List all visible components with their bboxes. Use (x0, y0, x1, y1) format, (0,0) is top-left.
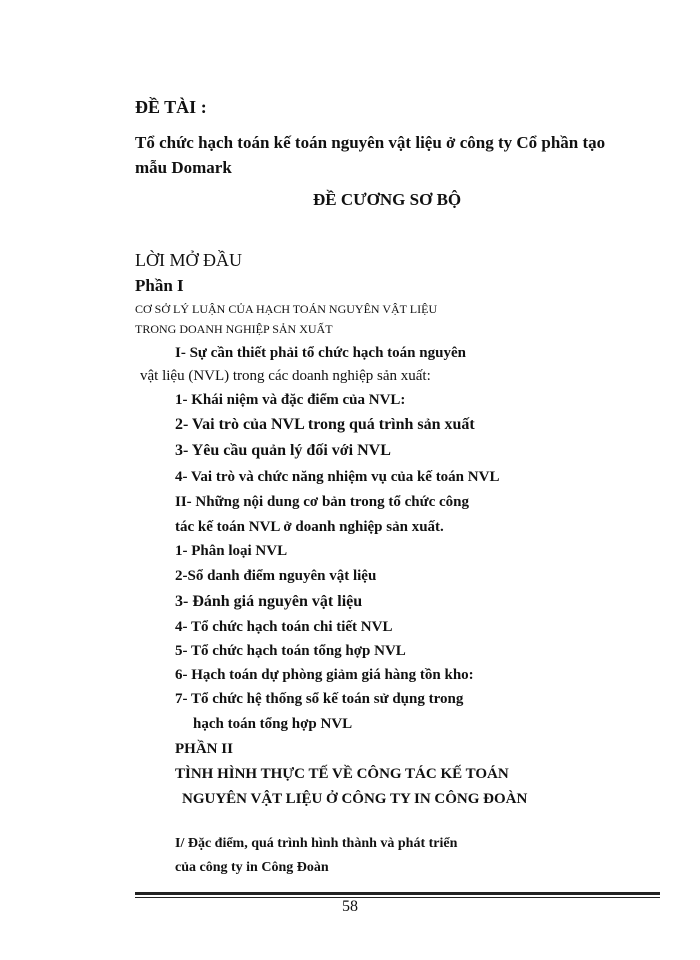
intro-heading: LỜI MỞ ĐẦU (135, 250, 242, 270)
sub-6: 6- Hạch toán dự phòng giảm giá hàng tồn kho: (175, 667, 474, 683)
topic-title-line-1: Tổ chức hạch toán kế toán nguyên vật liệu ở công ty Cổ phần tạo (135, 133, 606, 152)
section1-line-1: I- Sự cần thiết phải tổ chức hạch toán nguyên (175, 345, 466, 361)
footer-rule-thick (135, 892, 660, 895)
item-3: 3- Yêu cầu quản lý đối với NVL (175, 442, 391, 459)
part2-label: PHẦN II (175, 741, 233, 757)
part1-title-line-1: CƠ SỞ LÝ LUẬN CỦA HẠCH TOÁN NGUYÊN VẬT LIỆU (135, 302, 438, 316)
sub-3: 3- Đánh giá nguyên vật liệu (175, 593, 363, 610)
part2-title-line-2: NGUYÊN VẬT LIỆU Ở CÔNG TY IN CÔNG ĐOÀN (182, 791, 528, 807)
item-1: 1- Khái niệm và đặc điểm của NVL: (175, 392, 406, 408)
part1-label: Phần I (135, 276, 184, 295)
sub-7-line-1: 7- Tổ chức hệ thống sổ kế toán sử dụng trong (175, 691, 464, 707)
sub-4: 4- Tổ chức hạch toán chi tiết NVL (175, 619, 393, 635)
topic-title-line-2: mẫu Domark (135, 158, 232, 177)
sub-7-line-2: hạch toán tổng hợp NVL (193, 716, 353, 732)
sub-1: 1- Phân loại NVL (175, 543, 288, 559)
page-number: 58 (342, 898, 358, 915)
item-2: 2- Vai trò của NVL trong quá trình sản xuất (175, 416, 475, 433)
item-4: 4- Vai trò và chức năng nhiệm vụ của kế toán NVL (175, 469, 500, 485)
section2-line-2: tác kế toán NVL ở doanh nghiệp sản xuất. (175, 519, 444, 535)
sub-5: 5- Tổ chức hạch toán tổng hợp NVL (175, 643, 406, 659)
part2-title-line-1: TÌNH HÌNH THỰC TẾ VỀ CÔNG TÁC KẾ TOÁN (175, 766, 509, 782)
section1-line-2: vật liệu (NVL) trong các doanh nghiệp sản xuất: (140, 368, 431, 384)
part2-section-line-2: của công ty in Công Đoàn (175, 860, 329, 875)
topic-label: ĐỀ TÀI : (135, 97, 207, 117)
part1-title-line-2: TRONG DOANH NGHIỆP SẢN XUẤT (135, 322, 333, 336)
part2-section-line-1: I/ Đặc điểm, quá trình hình thành và phát triển (175, 836, 458, 851)
outline-heading: ĐỀ CƯƠNG SƠ BỘ (313, 190, 462, 209)
sub-2: 2-Sổ danh điểm nguyên vật liệu (175, 568, 377, 584)
section2-line-1: II- Những nội dung cơ bản trong tổ chức công (175, 494, 470, 510)
